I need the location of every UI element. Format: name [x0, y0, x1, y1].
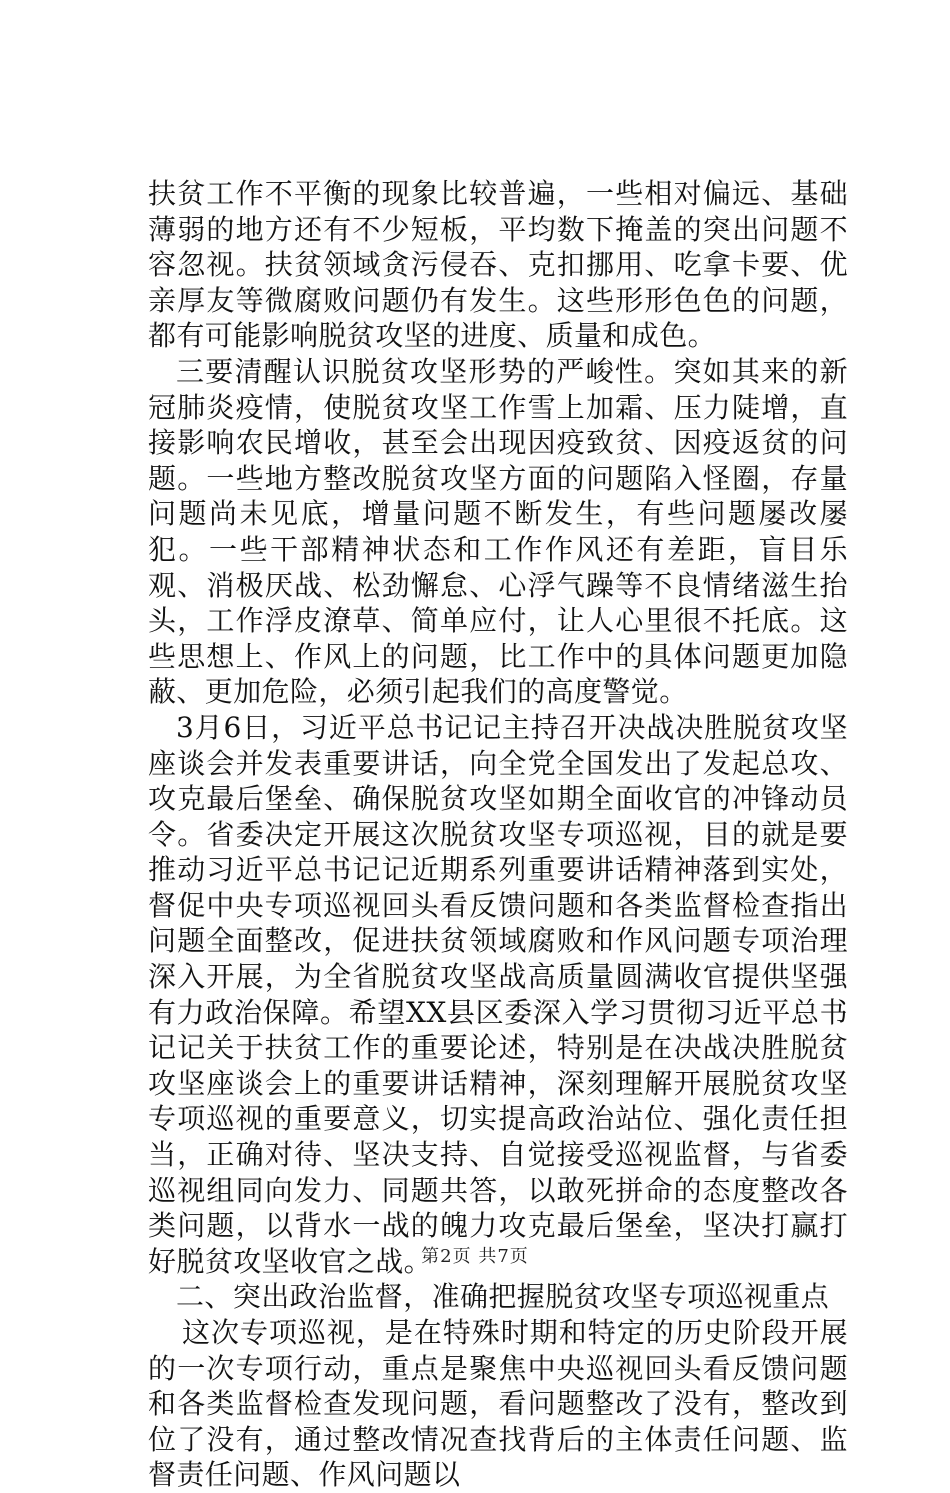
- paragraph-inspection-focus: 这次专项巡视，是在特殊时期和特定的历史阶段开展的一次专项行动，重点是聚焦中央巡视回头看反馈问题和各类监督检查发现问题，看问题整改了没有，整改到位了没有，通过整改情况查找背后的主体责任问题、监督责任问题、作风问题以: [148, 1316, 848, 1492]
- paragraph-situation-severity: 三要清醒认识脱贫攻坚形势的严峻性。突如其来的新冠肺炎疫情，使脱贫攻坚工作雪上加霜、压力陡增，直接影响农民增收，甚至会出现因疫致贫、因疫返贫的问题。一些地方整改脱贫攻坚方面的问题陷入怪圈，存量问题尚未见底，增量问题不断发生，有些问题屡改屡犯。一些干部精神状态和工作作风还有差距，盲目乐观、消极厌战、松劲懈怠、心浮气躁等不良情绪滋生抬头，工作浮皮潦草、简单应付，让人心里很不托底。这些思想上、作风上的问题，比工作中的具体问题更加隐蔽、更加危险，必须引起我们的高度警觉。: [148, 354, 848, 709]
- paragraph-continued: 扶贫工作不平衡的现象比较普遍，一些相对偏远、基础薄弱的地方还有不少短板，平均数下掩盖的突出问题不容忽视。扶贫领域贪污侵吞、克扣挪用、吃拿卡要、优亲厚友等微腐败问题仍有发生。这些形形色色的问题，都有可能影响脱贫攻坚的进度、质量和成色。: [148, 177, 848, 353]
- page-number-footer: 第2页 共7页: [421, 1246, 529, 1267]
- document-body: [148, 176, 848, 1493]
- paragraph-march-6-speech: 3月6日，习近平总书记记主持召开决战决胜脱贫攻坚座谈会并发表重要讲话，向全党全国发出了发起总攻、攻克最后堡垒、确保脱贫攻坚如期全面收官的冲锋动员令。省委决定开展这次脱贫攻坚专项巡视，目的就是要推动习近平总书记记近期系列重要讲话精神落到实处，督促中央专项巡视回头看反馈问题和各类监督检查指出问题全面整改，促进扶贫领域腐败和作风问题专项治理深入开展，为全省脱贫攻坚战高质量圆满收官提供坚强有力政治保障。希望XX县区委深入学习贯彻习近平总书记记关于扶贫工作的重要论述，特别是在决战决胜脱贫攻坚座谈会上的重要讲话精神，深刻理解开展脱贫攻坚专项巡视的重要意义，切实提高政治站位、强化责任担当，正确对待、坚决支持、自觉接受巡视监督，与省委巡视组同向发力、同题共答，以敢死拼命的态度整改各类问题，以背水一战的魄力攻克最后堡垒，坚决打赢打好脱贫攻坚收官之战。: [148, 710, 848, 1278]
- section-heading-political-supervision: 二、突出政治监督，准确把握脱贫攻坚专项巡视重点: [176, 1280, 830, 1314]
